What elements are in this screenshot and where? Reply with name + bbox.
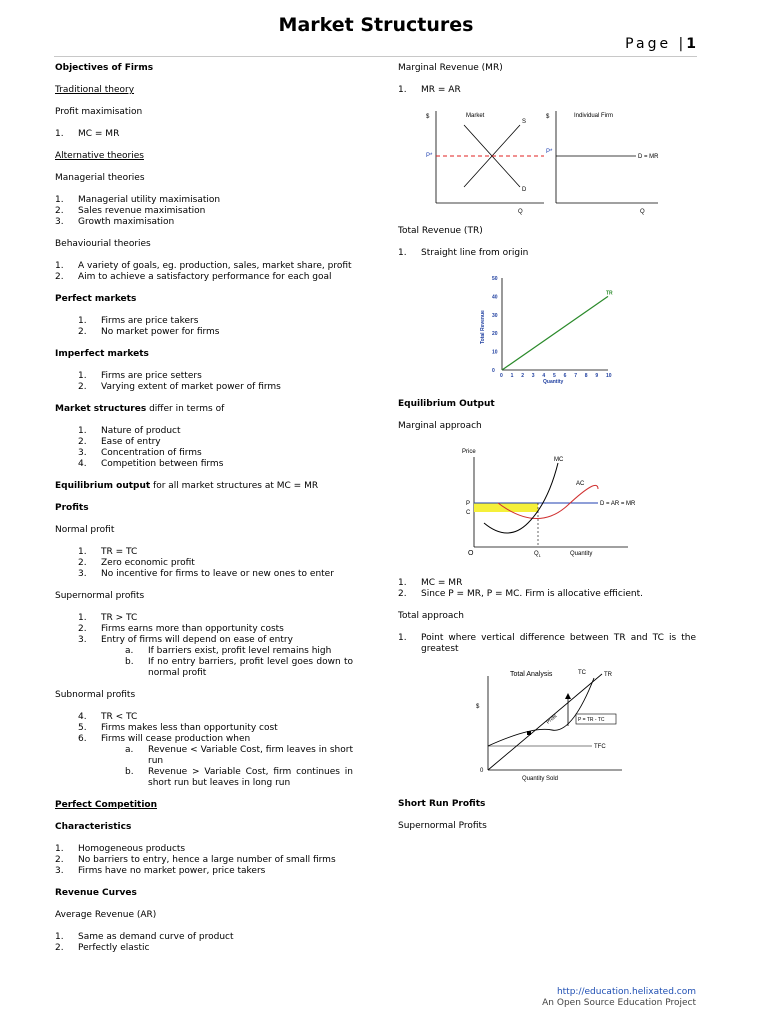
list-item: [398, 578, 696, 589]
label-supernormal-profits: Supernormal Profits: [398, 821, 487, 831]
total-qty-label: Quantity Sold: [522, 776, 559, 782]
list-item: [398, 248, 696, 259]
list-item: [55, 195, 353, 206]
list-item-text: A variety of goals, eg. production, sales, market share, profit: [78, 261, 352, 271]
list-item-text: Managerial utility maximisation: [78, 195, 221, 205]
heading-short-run: Short Run Profits: [398, 799, 486, 809]
list-item-marker: 3.: [55, 217, 64, 227]
list-item-text: Sales revenue maximisation: [78, 206, 206, 216]
list-item-marker: 3.: [55, 866, 64, 876]
eq-q1-label: [534, 551, 542, 558]
market-price-label: P*: [426, 153, 433, 159]
total-dollar-label: $: [476, 704, 480, 710]
list-item-marker: 2.: [55, 855, 64, 865]
list-item: [55, 272, 353, 283]
total-tc-curve: [488, 678, 594, 746]
list-item-text: MC = MR: [78, 129, 120, 139]
firm-title: Individual Firm: [574, 113, 614, 119]
tr-chart: [478, 270, 628, 388]
tr-x-tick: 3: [531, 373, 535, 379]
list-char: [55, 844, 353, 877]
eq-quantity-label: Quantity: [570, 551, 593, 557]
list-total: [398, 633, 696, 655]
tr-x-tick: 1: [510, 373, 514, 379]
list-item-text: Straight line from origin: [421, 248, 529, 258]
page-number: [625, 36, 696, 52]
tr-x-tick: 8: [584, 373, 588, 379]
total-tc-label: TC: [578, 670, 586, 676]
label-avg-revenue: Average Revenue (AR): [55, 910, 157, 920]
eq-c-label: C: [466, 510, 471, 516]
list-item-marker: 1.: [78, 316, 87, 326]
market-structures-line: [55, 404, 353, 415]
tr-series-line: [502, 296, 608, 370]
profit-area: [474, 503, 538, 512]
tr-y-tick: 30: [492, 312, 498, 319]
tr-x-tick: 9: [595, 373, 599, 379]
list-item-marker: 2.: [78, 624, 87, 634]
list-item: [55, 569, 353, 580]
tr-x-tick: 7: [574, 373, 577, 379]
list-item-marker: 2.: [78, 327, 87, 337]
tr-x-tick: 2: [521, 373, 524, 379]
list-item-marker: 2.: [78, 437, 87, 447]
list-item: [55, 547, 353, 558]
firm-price-label: P*: [546, 149, 553, 155]
list-item: [55, 129, 353, 140]
total-profit-label: Profit: [545, 713, 559, 726]
list-item: [55, 426, 353, 437]
list-item-marker: 2.: [55, 272, 64, 282]
eq-p-label: P: [466, 501, 471, 507]
list-managerial: [55, 195, 353, 228]
list-item-text: Since P = MR, P = MC. Firm is allocative efficient.: [421, 589, 643, 599]
list-sub-main: [55, 712, 353, 745]
list-normal: [55, 547, 353, 580]
tr-y-tick: 0: [492, 368, 495, 374]
list-ar: [55, 932, 353, 954]
list-item-marker: 2.: [78, 382, 87, 392]
eq-bold: Equilibrium output: [55, 481, 151, 491]
list-item-text: Firms will cease production when: [101, 734, 251, 744]
tr-series-label: TR: [606, 290, 613, 297]
header-rule: [54, 56, 697, 57]
list-item-marker: a.: [125, 646, 134, 656]
list-item: [55, 327, 353, 338]
label-normal-profit: Normal profit: [55, 525, 115, 535]
eq-q1-sub: 1: [538, 553, 541, 558]
list-item-text: TR = TC: [101, 547, 138, 557]
list-item-marker: 1.: [78, 547, 87, 557]
list-item-marker: b.: [125, 767, 134, 777]
list-item: [55, 943, 353, 954]
label-behavioural: Behaviourial theories: [55, 239, 151, 249]
list-item-marker: 2.: [398, 589, 407, 599]
total-tfc-label: TFC: [594, 744, 606, 750]
heading-imperfect-markets: Imperfect markets: [55, 349, 149, 359]
list-item-marker: 1.: [78, 371, 87, 381]
list-item: [55, 206, 353, 217]
total-tr-label: TR: [604, 672, 612, 678]
list-perfect: [55, 316, 353, 338]
list-item: [55, 657, 353, 679]
list-item-marker: 2.: [78, 558, 87, 568]
list-item: [398, 85, 696, 96]
eq-marginal-chart: [458, 443, 658, 567]
list-super-sub: [55, 646, 353, 679]
label-marginal-approach: Marginal approach: [398, 421, 482, 431]
heading-profits: Profits: [55, 503, 89, 513]
list-item-marker: a.: [125, 745, 134, 755]
page-title: Market Structures: [278, 14, 474, 36]
label-tr: Total Revenue (TR): [398, 226, 483, 236]
list-sub: [55, 712, 353, 789]
list-item-text: Revenue > Variable Cost, firm continues in short run but leaves in long run: [148, 767, 353, 788]
supply-label: S: [522, 119, 527, 125]
eq-output-line: [55, 481, 353, 492]
list-ms: [55, 426, 353, 470]
dmr-label: D = MR: [638, 154, 659, 160]
list-item-text: TR > TC: [101, 613, 138, 623]
list-behavioural: [55, 261, 353, 283]
list-item-text: Entry of firms will depend on ease of entry: [101, 635, 293, 645]
list-imperfect: [55, 371, 353, 393]
list-item-text: Varying extent of market power of firms: [101, 382, 281, 392]
list-item-text: No market power for firms: [101, 327, 220, 337]
heading-eq-output: Equilibrium Output: [398, 399, 495, 409]
page-label: Page: [625, 36, 672, 52]
list-item-marker: 1.: [55, 129, 64, 139]
list-item-marker: b.: [125, 657, 134, 667]
left-column: [55, 63, 353, 965]
tr-y-tick: 10: [492, 349, 498, 356]
list-item-text: Firms makes less than opportunity cost: [101, 723, 278, 733]
list-item-marker: 2.: [55, 943, 64, 953]
total-zero-label: 0: [480, 768, 484, 774]
list-item: [55, 635, 353, 646]
page-num: 1: [686, 36, 696, 52]
list-item-text: Firms earns more than opportunity costs: [101, 624, 284, 634]
list-item-text: If no entry barriers, profit level goes down to normal profit: [148, 657, 353, 678]
profit-arrow-head: [565, 693, 571, 699]
eq-ac-label: AC: [576, 481, 585, 487]
tr-x-label: Quantity: [543, 379, 564, 385]
list-item: [55, 624, 353, 635]
list-item: [55, 217, 353, 228]
tr-y-tick: 50: [492, 276, 498, 282]
list-marg: [398, 578, 696, 600]
list-item-marker: 3.: [78, 635, 87, 645]
list-item-marker: 1.: [55, 932, 64, 942]
list-item-marker: 1.: [398, 578, 407, 588]
total-intersection-marker: [527, 731, 531, 735]
list-sub-sub: [55, 745, 353, 789]
ms-rest: differ in terms of: [146, 404, 225, 414]
list-item-marker: 1.: [398, 85, 407, 95]
label-profit-max: Profit maximisation: [55, 107, 143, 117]
label-subnormal: Subnormal profits: [55, 690, 136, 700]
tr-x-tick: 5: [553, 373, 556, 379]
list-item-text: If barriers exist, profit level remains high: [148, 646, 332, 656]
list-item-text: Nature of product: [101, 426, 181, 436]
list-item-text: Firms are price takers: [101, 316, 199, 326]
page-separator: |: [678, 36, 687, 52]
list-item-marker: 1.: [78, 613, 87, 623]
tr-x-tick: 0: [500, 373, 503, 379]
list-item-marker: 1.: [55, 261, 64, 271]
footer: [542, 987, 696, 1009]
heading-characteristics: Characteristics: [55, 822, 132, 832]
list-super-main: [55, 613, 353, 646]
list-item: [55, 844, 353, 855]
heading-perfect-markets: Perfect markets: [55, 294, 137, 304]
list-item-text: MR = AR: [421, 85, 461, 95]
list-tr: [398, 248, 696, 259]
label-total-approach: Total approach: [398, 611, 464, 621]
label-managerial: Managerial theories: [55, 173, 145, 183]
list-item: [55, 437, 353, 448]
list-item-marker: 1.: [398, 248, 407, 258]
firm-y-label: $: [546, 114, 550, 120]
eq-mc-label: MC: [554, 457, 564, 463]
list-item-text: Aim to achieve a satisfactory performance for each goal: [78, 272, 332, 282]
list-item-marker: 1.: [55, 195, 64, 205]
list-item-text: No incentive for firms to leave or new ones to enter: [101, 569, 334, 579]
label-mr: Marginal Revenue (MR): [398, 63, 503, 73]
list-item-text: Same as demand curve of product: [78, 932, 234, 942]
total-title: Total Analysis: [510, 671, 553, 678]
list-item: [55, 371, 353, 382]
tr-y-label: Total Revenue: [480, 310, 486, 344]
list-item: [55, 382, 353, 393]
market-q-label: Q: [518, 209, 523, 215]
list-item-text: No barriers to entry, hence a large number of small firms: [78, 855, 336, 865]
tr-y-tick: 20: [492, 331, 498, 338]
list-item-text: Zero economic profit: [101, 558, 195, 568]
total-box-label: P = TR - TC: [578, 717, 605, 723]
list-item: [55, 734, 353, 745]
list-item: [398, 633, 696, 655]
market-title: Market: [466, 113, 485, 119]
market-y-label: $: [426, 114, 430, 120]
eq-q1-letter: Q: [534, 551, 539, 557]
list-item-text: Revenue < Variable Cost, firm leaves in short run: [148, 745, 353, 766]
heading-objectives: Objectives of Firms: [55, 63, 154, 73]
list-item-marker: 3.: [78, 448, 87, 458]
list-item: [55, 646, 353, 657]
list-mr: [398, 85, 696, 96]
tr-x-tick: 4: [542, 373, 546, 379]
list-item-text: Firms have no market power, price takers: [78, 866, 266, 876]
footer-tagline: An Open Source Education Project: [542, 998, 696, 1008]
list-item: [55, 932, 353, 943]
tr-y-tick: 40: [492, 294, 498, 301]
label-supernormal: Supernormal profits: [55, 591, 145, 601]
list-item-text: Point where vertical difference between TR and TC is the greatest: [421, 633, 696, 654]
list-item-marker: 4.: [78, 712, 87, 722]
list-item: [55, 723, 353, 734]
list-item: [55, 855, 353, 866]
ms-bold: Market structures: [55, 404, 147, 414]
tr-x-tick: 10: [606, 373, 612, 379]
eq-origin-label: O: [468, 550, 474, 557]
list-item-marker: 4.: [78, 459, 87, 469]
list-item-marker: 2.: [55, 206, 64, 216]
list-item: [55, 712, 353, 723]
list-item: [55, 558, 353, 569]
list-item-text: Perfectly elastic: [78, 943, 150, 953]
list-item-marker: 3.: [78, 569, 87, 579]
eq-price-label: Price: [462, 449, 476, 455]
list-item-text: Ease of entry: [101, 437, 161, 447]
list-item-text: MC = MR: [421, 578, 463, 588]
list-item: [55, 745, 353, 767]
market-firm-figure: [422, 107, 682, 215]
list-item: [55, 459, 353, 470]
firm-q-label: Q: [640, 209, 645, 215]
demand-label: D: [522, 187, 527, 193]
list-item: [55, 767, 353, 789]
list-item: [55, 316, 353, 327]
eq-dar-label: D = AR = MR: [600, 501, 636, 507]
list-item-marker: 1.: [398, 633, 407, 643]
list-item-text: Concentration of firms: [101, 448, 202, 458]
eq-rest: for all market structures at MC = MR: [150, 481, 319, 491]
list-item: [55, 866, 353, 877]
heading-traditional: Traditional theory: [55, 85, 135, 95]
list-item: [55, 448, 353, 459]
list-item-text: Firms are price setters: [101, 371, 202, 381]
list-item-text: TR < TC: [101, 712, 138, 722]
heading-perfect-competition: Perfect Competition: [55, 800, 158, 810]
tr-x-tick: 6: [563, 373, 567, 379]
mc-curve: [484, 463, 558, 533]
list-item-marker: 1.: [78, 426, 87, 436]
list-item: [55, 613, 353, 624]
list-item-text: Competition between firms: [101, 459, 224, 469]
right-column: [398, 63, 696, 843]
list-item-marker: 6.: [78, 734, 87, 744]
ac-curve: [498, 485, 598, 518]
list-item-marker: 1.: [55, 844, 64, 854]
list-item: [55, 261, 353, 272]
heading-revenue-curves: Revenue Curves: [55, 888, 137, 898]
list-item-text: Growth maximisation: [78, 217, 175, 227]
footer-link[interactable]: http://education.helixated.com: [556, 987, 696, 997]
list-item-text: Homogeneous products: [78, 844, 186, 854]
list-item-marker: 5.: [78, 723, 87, 733]
list-mcmr: [55, 129, 353, 140]
heading-alternative: Alternative theories: [55, 151, 144, 161]
total-analysis-chart: [472, 666, 642, 788]
list-item: [398, 589, 696, 600]
list-super: [55, 613, 353, 679]
